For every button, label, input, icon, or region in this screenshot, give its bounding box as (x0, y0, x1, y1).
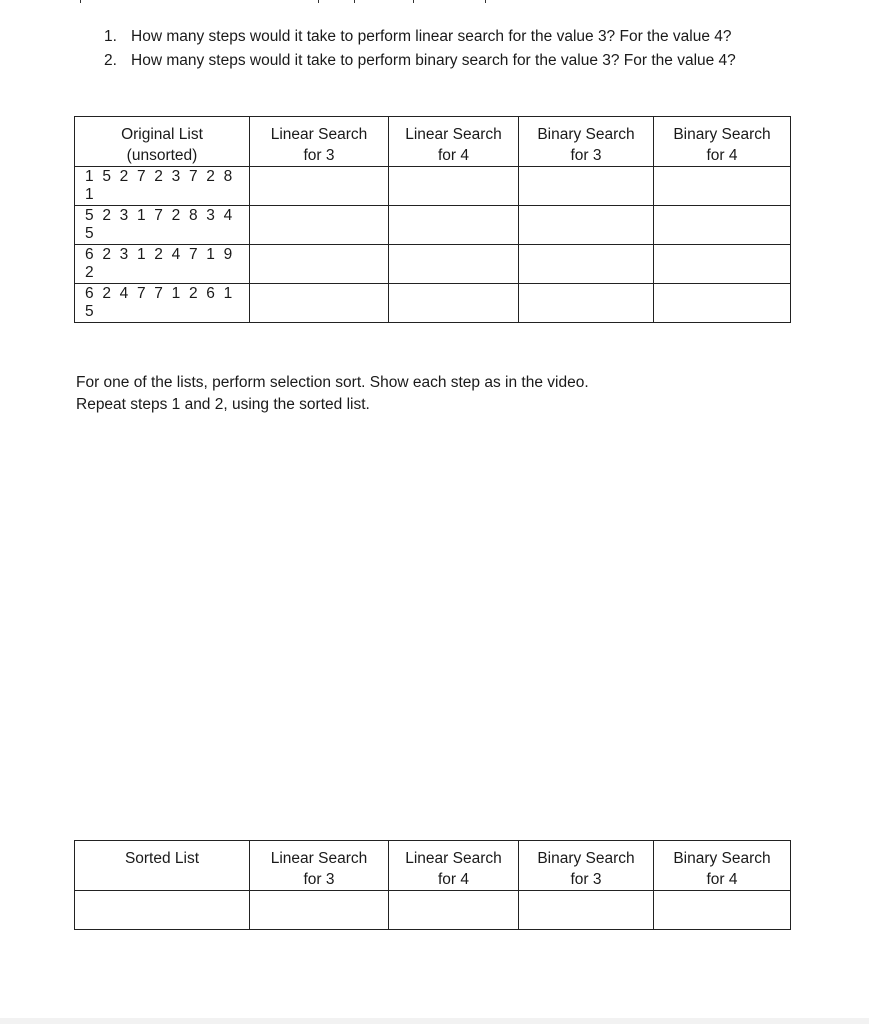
table-row (75, 891, 791, 930)
header-binary-search-3: Binary Search for 3 (519, 841, 654, 891)
header-linear-search-3: Linear Search for 3 (250, 841, 389, 891)
answer-cell[interactable] (654, 206, 791, 245)
table-header-row (75, 117, 791, 167)
sorted-list-cell[interactable] (75, 891, 250, 930)
instruction-line: For one of the lists, perform selection sort. Show each step as in the video. (76, 374, 589, 391)
answer-cell[interactable] (250, 206, 389, 245)
answer-cell[interactable] (389, 167, 519, 206)
answer-cell[interactable] (389, 245, 519, 284)
question-number: 1. (104, 28, 117, 45)
clipped-mark (413, 0, 414, 3)
table-header-row (75, 841, 791, 891)
sorted-list-table (74, 840, 791, 930)
header-linear-search-3: Linear Search for 3 (250, 117, 389, 167)
answer-cell[interactable] (250, 284, 389, 323)
answer-cell[interactable] (519, 284, 654, 323)
header-linear-search-4: Linear Search for 4 (389, 117, 519, 167)
answer-cell[interactable] (250, 891, 389, 930)
header-linear-search-4: Linear Search for 4 (389, 841, 519, 891)
question-text: How many steps would it take to perform binary search for the value 3? For the value 4? (131, 52, 736, 69)
table-row (75, 167, 791, 206)
instruction-line: Repeat steps 1 and 2, using the sorted list. (76, 396, 370, 413)
answer-cell[interactable] (654, 167, 791, 206)
answer-cell[interactable] (250, 167, 389, 206)
answer-cell[interactable] (519, 167, 654, 206)
answer-cell[interactable] (654, 284, 791, 323)
answer-cell[interactable] (389, 891, 519, 930)
clipped-mark (354, 0, 355, 3)
table-row (75, 284, 791, 323)
question-item (104, 49, 736, 73)
question-number: 2. (104, 52, 117, 69)
list-cell: 6 2 3 1 2 4 7 1 9 2 (75, 245, 250, 284)
instructions (76, 372, 589, 416)
answer-cell[interactable] (389, 206, 519, 245)
question-text: How many steps would it take to perform linear search for the value 3? For the value 4? (131, 28, 732, 45)
header-binary-search-4: Binary Search for 4 (654, 117, 791, 167)
list-cell: 5 2 3 1 7 2 8 3 4 5 (75, 206, 250, 245)
page-bottom-edge (0, 1018, 869, 1024)
answer-cell[interactable] (250, 245, 389, 284)
answer-cell[interactable] (519, 206, 654, 245)
list-cell: 1 5 2 7 2 3 7 2 8 1 (75, 167, 250, 206)
table-row (75, 245, 791, 284)
answer-cell[interactable] (389, 284, 519, 323)
questions-list (104, 25, 736, 73)
question-item (104, 25, 736, 49)
previous-page-edge (0, 0, 869, 4)
clipped-mark (485, 0, 486, 3)
header-sorted-list: Sorted List (75, 841, 250, 891)
header-binary-search-4: Binary Search for 4 (654, 841, 791, 891)
header-original-list: Original List (unsorted) (75, 117, 250, 167)
header-binary-search-3: Binary Search for 3 (519, 117, 654, 167)
clipped-mark (318, 0, 319, 3)
answer-cell[interactable] (654, 245, 791, 284)
answer-cell[interactable] (519, 891, 654, 930)
list-cell: 6 2 4 7 7 1 2 6 1 5 (75, 284, 250, 323)
clipped-mark (80, 0, 81, 3)
answer-cell[interactable] (519, 245, 654, 284)
table-row (75, 206, 791, 245)
answer-cell[interactable] (654, 891, 791, 930)
original-list-table (74, 116, 791, 323)
